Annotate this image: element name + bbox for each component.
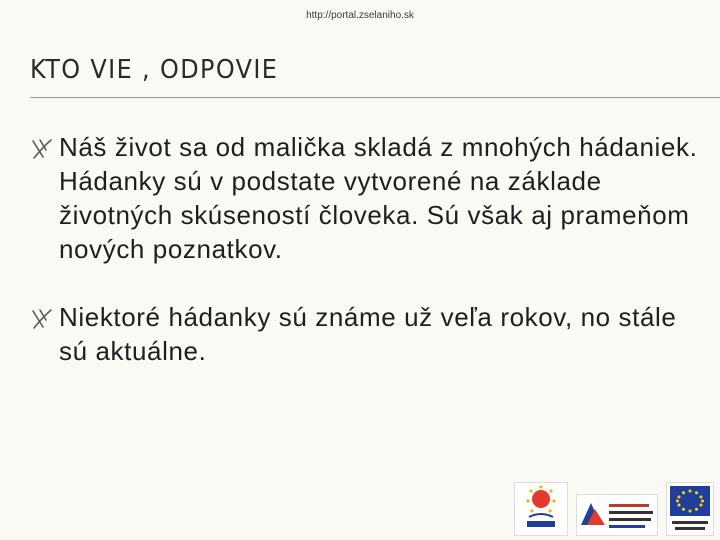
bullet-text: Náš život sa od malička skladá z mnohých hádaniek. Hádanky sú v podstate vytvorené na základe životných skúseností človeka. Sú však aj prameňom nových poznatkov. [59,132,698,264]
slide-title: KTO VIE , ODPOVIE [30,55,279,85]
title-divider [30,97,720,98]
stylized-x-icon [30,308,54,330]
stylized-x-icon [30,138,54,160]
agency-logo [576,494,658,536]
school-logo [514,482,568,536]
bullet-text: Niektoré hádanky sú známe už veľa rokov, no stále sú aktuálne. [59,302,677,366]
slide-content [30,130,710,368]
source-url: http://portal.zselaniho.sk [306,10,414,21]
eu-flag-logo [666,482,714,536]
bullet-item [30,130,710,266]
footer-logos [514,482,714,536]
bullet-item [30,300,710,368]
